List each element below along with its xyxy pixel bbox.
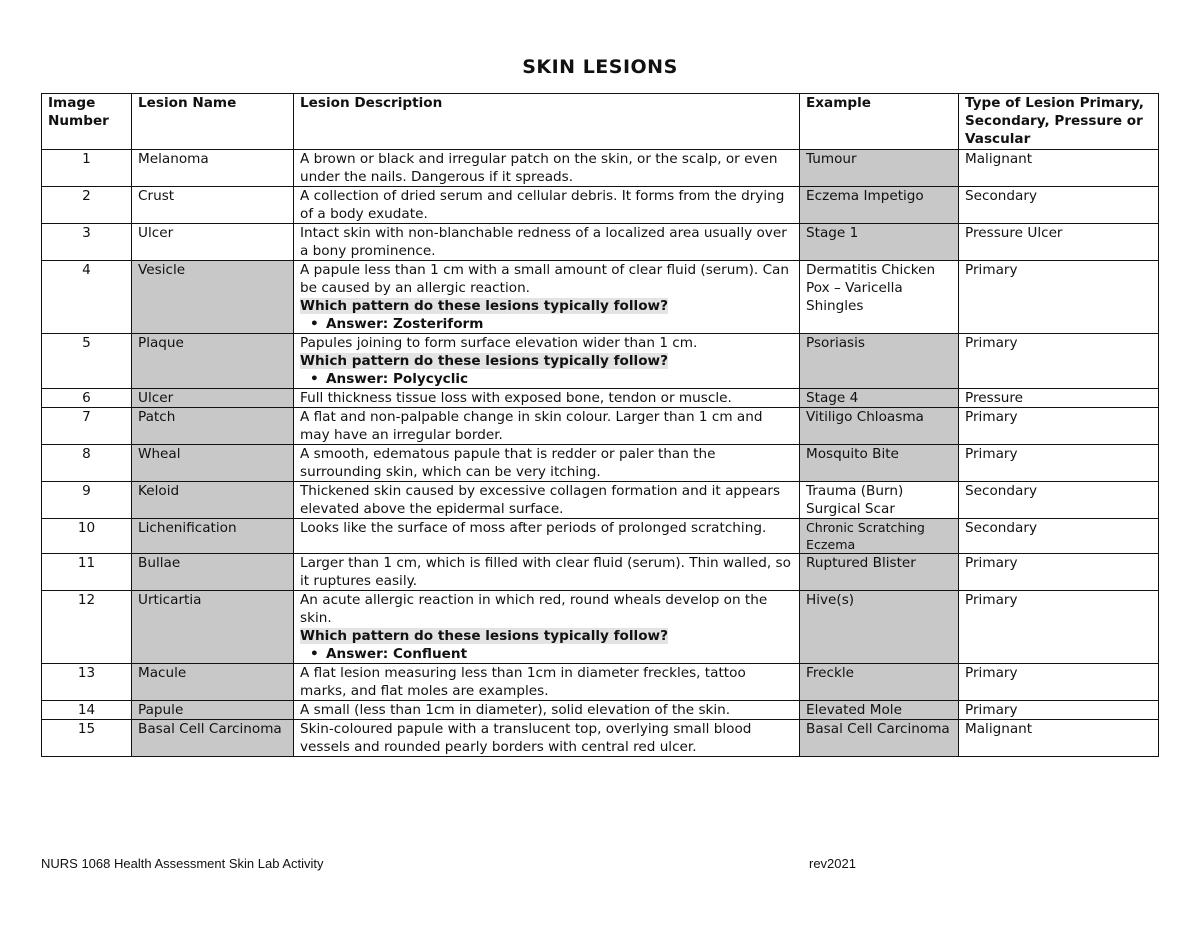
header-lesion-description: Lesion Description: [294, 94, 800, 150]
lesion-type-cell: Secondary: [959, 519, 1159, 554]
image-number-cell: 4: [42, 261, 132, 334]
lesion-description-cell: [294, 187, 800, 224]
image-number-cell: 10: [42, 519, 132, 554]
example-cell: Vitiligo Chloasma: [800, 408, 959, 445]
footer-revision: rev2021: [809, 856, 856, 871]
pattern-question: Which pattern do these lesions typically follow?: [300, 628, 668, 644]
description-text: A flat and non-palpable change in skin colour. Larger than 1 cm and may have an irregular border.: [300, 409, 763, 443]
lesion-name-cell: Vesicle: [132, 261, 294, 334]
pattern-answer: • Answer: Polycyclic: [300, 370, 793, 388]
description-text: A flat lesion measuring less than 1cm in diameter freckles, tattoo marks, and flat moles are examples.: [300, 665, 746, 699]
description-text: Looks like the surface of moss after periods of prolonged scratching.: [300, 520, 767, 536]
lesion-type-cell: Malignant: [959, 720, 1159, 757]
lesion-description-cell: [294, 389, 800, 408]
example-cell: Stage 4: [800, 389, 959, 408]
table-row: [42, 261, 1159, 334]
description-text: A small (less than 1cm in diameter), solid elevation of the skin.: [300, 702, 731, 718]
lesion-name-cell: Ulcer: [132, 224, 294, 261]
description-text: Thickened skin caused by excessive collagen formation and it appears elevated above the epidermal surface.: [300, 483, 781, 517]
example-cell: Hive(s): [800, 591, 959, 664]
lesion-description-cell: [294, 701, 800, 720]
pattern-answer: • Answer: Zosteriform: [300, 315, 793, 333]
image-number-cell: 11: [42, 554, 132, 591]
image-number-cell: 15: [42, 720, 132, 757]
lesion-type-cell: Primary: [959, 408, 1159, 445]
lesion-name-cell: Plaque: [132, 334, 294, 389]
description-text: Larger than 1 cm, which is filled with clear fluid (serum). Thin walled, so it ruptures easily.: [300, 555, 791, 589]
lesion-type-cell: Primary: [959, 591, 1159, 664]
lesion-description-cell: [294, 150, 800, 187]
lesion-name-cell: Lichenification: [132, 519, 294, 554]
header-lesion-name: Lesion Name: [132, 94, 294, 150]
lesion-description-cell: [294, 334, 800, 389]
description-text: A papule less than 1 cm with a small amount of clear fluid (serum). Can be caused by an allergic reaction.: [300, 262, 790, 296]
header-type-of-lesion: Type of Lesion Primary, Secondary, Pressure or Vascular: [959, 94, 1159, 150]
pattern-question: Which pattern do these lesions typically follow?: [300, 353, 668, 369]
example-cell: Basal Cell Carcinoma: [800, 720, 959, 757]
image-number-cell: 13: [42, 664, 132, 701]
lesion-name-cell: Wheal: [132, 445, 294, 482]
table-row: [42, 389, 1159, 408]
lesion-type-cell: Primary: [959, 261, 1159, 334]
lesion-description-cell: [294, 261, 800, 334]
lesion-name-cell: Macule: [132, 664, 294, 701]
lesion-description-cell: [294, 224, 800, 261]
image-number-cell: 12: [42, 591, 132, 664]
lesion-name-cell: Patch: [132, 408, 294, 445]
pattern-answer: • Answer: Confluent: [300, 645, 793, 663]
lesion-type-cell: Secondary: [959, 187, 1159, 224]
image-number-cell: 14: [42, 701, 132, 720]
pattern-question: Which pattern do these lesions typically follow?: [300, 298, 668, 314]
lesion-description-cell: [294, 445, 800, 482]
lesion-type-cell: Secondary: [959, 482, 1159, 519]
image-number-cell: 6: [42, 389, 132, 408]
table-row: [42, 482, 1159, 519]
header-image-number: Image Number: [42, 94, 132, 150]
example-cell: Elevated Mole: [800, 701, 959, 720]
table-row: [42, 334, 1159, 389]
description-text: Intact skin with non-blanchable redness of a localized area usually over a bony prominence.: [300, 225, 787, 259]
table-row: [42, 224, 1159, 261]
lesion-description-cell: [294, 591, 800, 664]
table-row: [42, 664, 1159, 701]
table-body: [42, 150, 1159, 757]
lesion-name-cell: Urticartia: [132, 591, 294, 664]
lesion-type-cell: Primary: [959, 701, 1159, 720]
lesion-name-cell: Ulcer: [132, 389, 294, 408]
example-cell: Tumour: [800, 150, 959, 187]
lesion-type-cell: Primary: [959, 334, 1159, 389]
skin-lesions-table: [41, 93, 1159, 757]
image-number-cell: 9: [42, 482, 132, 519]
page-title: SKIN LESIONS: [522, 56, 678, 78]
lesion-type-cell: Malignant: [959, 150, 1159, 187]
table-row: [42, 554, 1159, 591]
lesion-type-cell: Primary: [959, 664, 1159, 701]
lesion-description-cell: [294, 664, 800, 701]
table-row: [42, 591, 1159, 664]
lesion-description-cell: [294, 519, 800, 554]
lesion-description-cell: [294, 554, 800, 591]
example-cell: Dermatitis Chicken Pox – Varicella Shingles: [800, 261, 959, 334]
table-row: [42, 187, 1159, 224]
lesion-name-cell: Keloid: [132, 482, 294, 519]
description-text: A smooth, edematous papule that is redder or paler than the surrounding skin, which can be very itching.: [300, 446, 716, 480]
example-cell: Chronic Scratching Eczema: [800, 519, 959, 554]
example-cell: Trauma (Burn) Surgical Scar: [800, 482, 959, 519]
description-text: A brown or black and irregular patch on the skin, or the scalp, or even under the nails. Dangerous if it spreads.: [300, 151, 778, 185]
description-text: Skin-coloured papule with a translucent top, overlying small blood vessels and rounded pearly borders with central red ulcer.: [300, 721, 752, 755]
lesion-name-cell: Papule: [132, 701, 294, 720]
header-example: Example: [800, 94, 959, 150]
lesion-description-cell: [294, 408, 800, 445]
example-cell: Mosquito Bite: [800, 445, 959, 482]
table-row: [42, 701, 1159, 720]
image-number-cell: 2: [42, 187, 132, 224]
lesion-name-cell: Bullae: [132, 554, 294, 591]
example-cell: Freckle: [800, 664, 959, 701]
example-cell: Eczema Impetigo: [800, 187, 959, 224]
image-number-cell: 5: [42, 334, 132, 389]
description-text: A collection of dried serum and cellular debris. It forms from the drying of a body exudate.: [300, 188, 785, 222]
description-text: An acute allergic reaction in which red, round wheals develop on the skin.: [300, 592, 768, 626]
lesion-type-cell: Primary: [959, 445, 1159, 482]
example-cell: Ruptured Blister: [800, 554, 959, 591]
lesion-type-cell: Pressure Ulcer: [959, 224, 1159, 261]
footer-course-label: NURS 1068 Health Assessment Skin Lab Activity: [41, 856, 324, 871]
lesion-name-cell: Crust: [132, 187, 294, 224]
lesion-name-cell: Basal Cell Carcinoma: [132, 720, 294, 757]
table-row: [42, 408, 1159, 445]
example-cell: Stage 1: [800, 224, 959, 261]
example-cell: Psoriasis: [800, 334, 959, 389]
lesion-type-cell: Primary: [959, 554, 1159, 591]
image-number-cell: 8: [42, 445, 132, 482]
lesion-description-cell: [294, 720, 800, 757]
table-header-row: [42, 94, 1159, 150]
table-row: [42, 519, 1159, 554]
image-number-cell: 7: [42, 408, 132, 445]
lesion-name-cell: Melanoma: [132, 150, 294, 187]
table-row: [42, 720, 1159, 757]
image-number-cell: 1: [42, 150, 132, 187]
description-text: Papules joining to form surface elevation wider than 1 cm.: [300, 335, 698, 351]
table-row: [42, 445, 1159, 482]
table-row: [42, 150, 1159, 187]
lesion-description-cell: [294, 482, 800, 519]
description-text: Full thickness tissue loss with exposed bone, tendon or muscle.: [300, 390, 732, 406]
lesion-type-cell: Pressure: [959, 389, 1159, 408]
image-number-cell: 3: [42, 224, 132, 261]
